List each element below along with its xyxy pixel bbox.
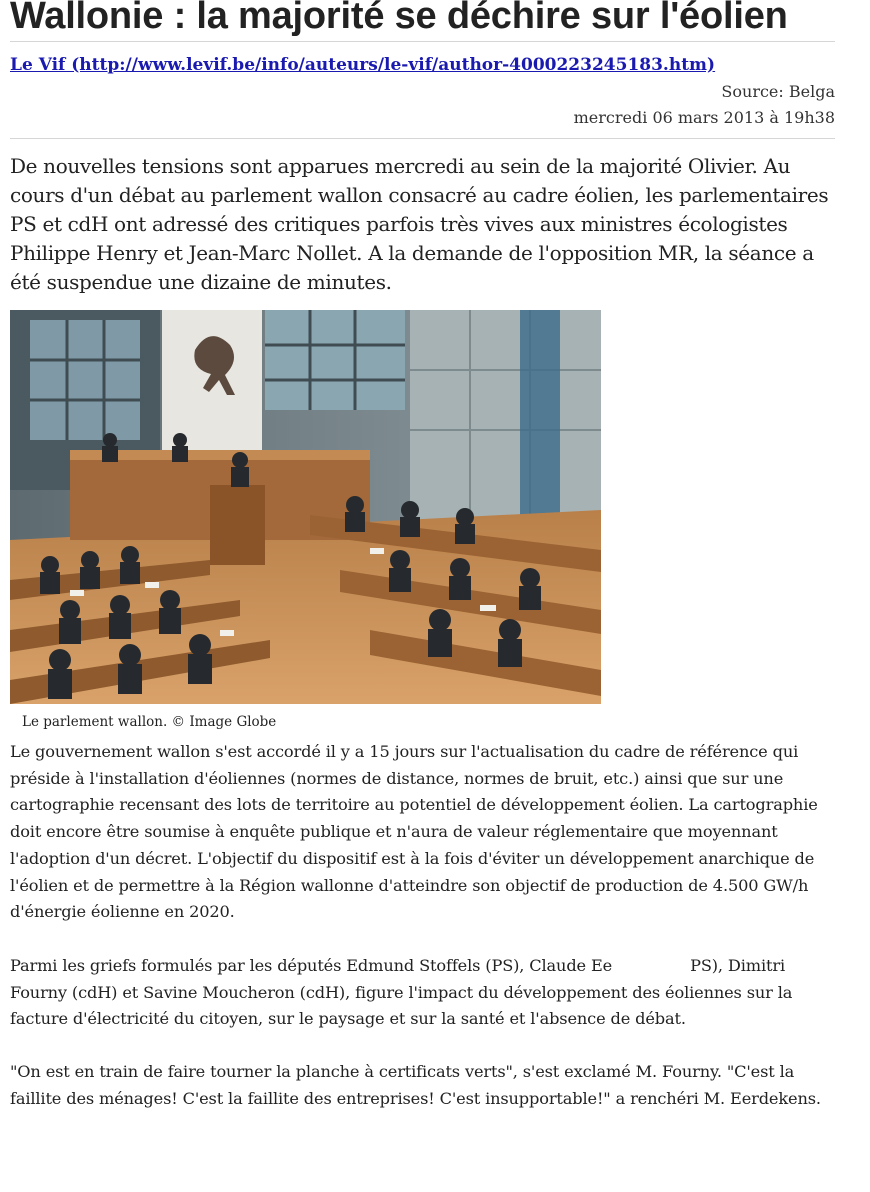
body-paragraph [10, 953, 835, 1033]
divider [10, 41, 835, 42]
publish-date: mercredi 06 mars 2013 à 19h38 [573, 108, 835, 127]
source-label: Source: Belga [721, 82, 835, 101]
body-paragraph: Le gouvernement wallon s'est accordé il y a 15 jours sur l'actualisation du cadre de référence qui préside à l'installation d'éoliennes (normes de distance, normes de bruit, etc.) ainsi que sur une cartographie recensant des lots de territoire au potentiel de développement éolien. La cartographie doit encore être soumise à enquête publique et n'aura de valeur réglementaire que moyennant l'adoption d'un décret. L'objectif du dispositif est à la fois d'éviter un développement anarchique de l'éolien et de permettre à la Région wallonne d'atteindre son objectif de production de 4.500 GW/h d'énergie éolienne en 2020. [10, 742, 818, 922]
body-text: Parmi les griefs formulés par les députés Edmund Stoffels (PS), Claude Ee [10, 955, 613, 975]
redacted-gap [612, 956, 690, 976]
article-lead: De nouvelles tensions sont apparues mercredi au sein de la majorité Olivier. Au cours d'un débat au parlement wallon consacré au cadre éolien, les parlementaires PS et cdH ont adressé des critiques parfois très vives aux ministres écologistes Philippe Henry et Jean-Marc Nollet. A la demande de l'opposition MR, la séance a été suspendue une dizaine de minutes. [10, 154, 829, 294]
author-link[interactable]: Le Vif (http://www.levif.be/info/auteurs/le-vif/author-4000223245183.htm) [10, 55, 716, 75]
article-meta [10, 79, 835, 131]
image-caption: Le parlement wallon. © Image Globe [22, 714, 277, 730]
article-title: Wallonie : la majorité se déchire sur l'éolien [10, 0, 788, 37]
body-text: PS), Dimitri Fourny (cdH) et Savine Moucheron (cdH), figure l'impact du développement des éoliennes sur la facture d'électricité du citoyen, sur le paysage et sur la santé et l'absence de débat. [10, 955, 793, 1029]
article [10, 0, 835, 1112]
article-body [10, 739, 835, 1112]
parliament-photo [10, 310, 601, 704]
body-paragraph: "On est en train de faire tourner la planche à certificats verts", s'est exclamé M. Fourny. "C'est la faillite des ménages! C'est la faillite des entreprises! C'est insupportable!" a renchéri M. Eerdekens. [10, 1062, 821, 1108]
divider [10, 138, 835, 139]
